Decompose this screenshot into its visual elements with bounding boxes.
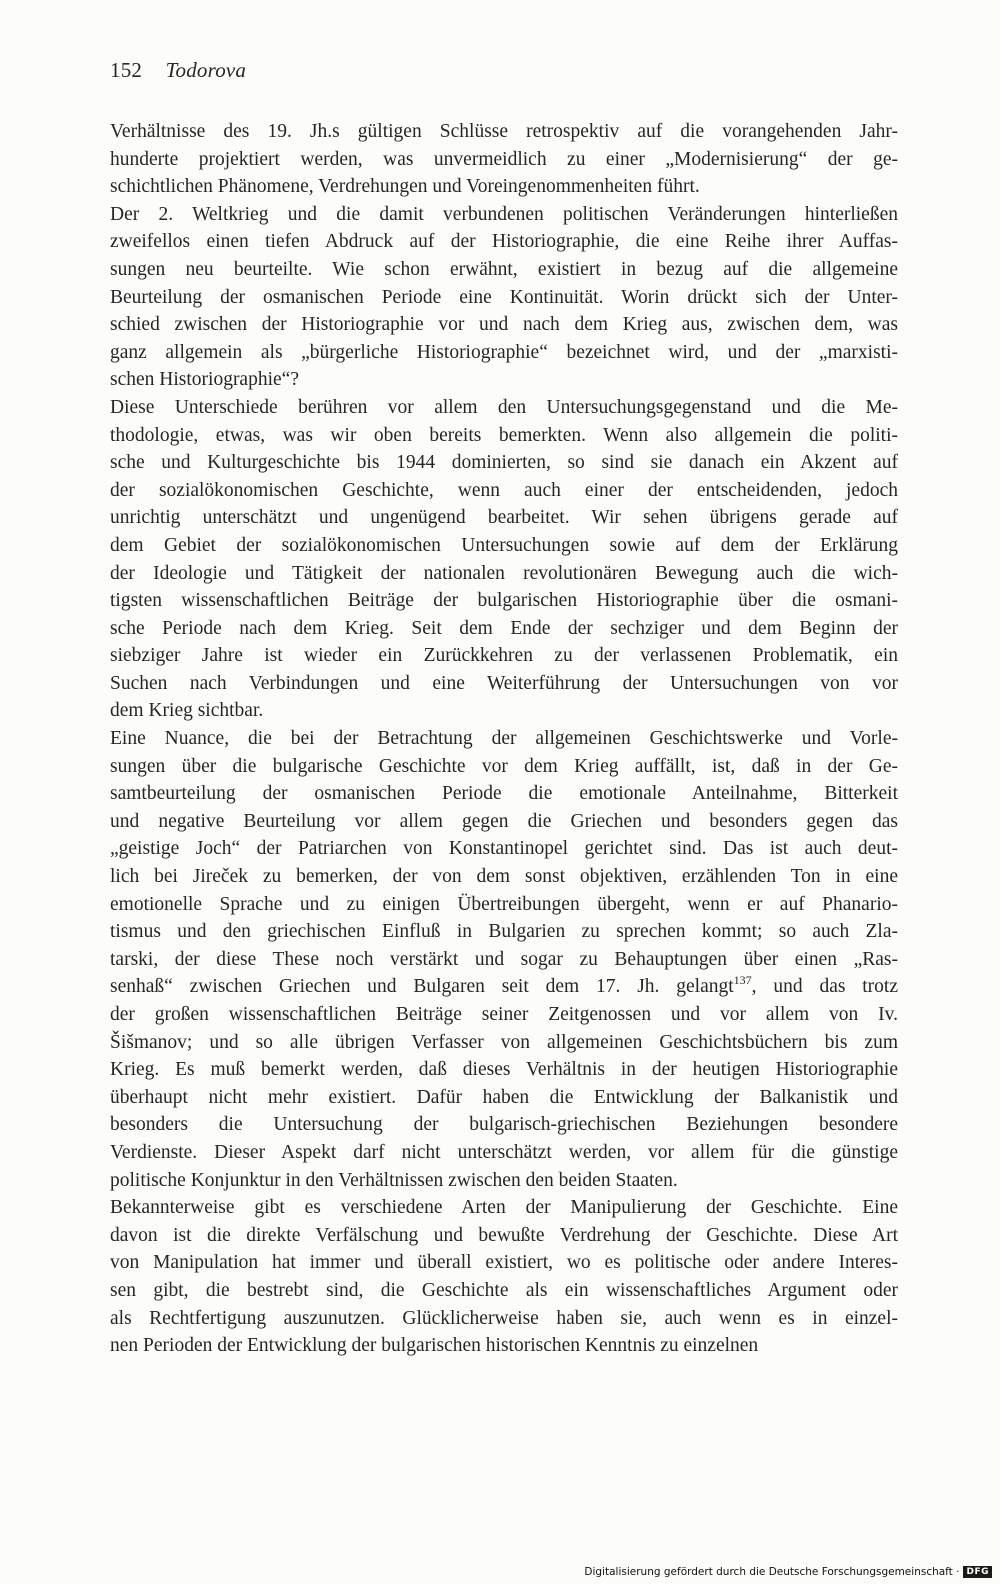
dfg-logo: DFG [963, 1566, 992, 1578]
text-line [110, 173, 898, 201]
text-line-content: Krieg. Es muß bemerkt werden, daß dieses Verhältnis in der heutigen Historiographie [110, 1059, 898, 1081]
digitization-credit [584, 1566, 992, 1578]
text-line-content: der großen wissenschaftlichen Beiträge seiner Zeitgenossen und vor allem von Iv. [110, 1004, 898, 1025]
text-line [110, 1305, 898, 1333]
text-line [110, 201, 898, 229]
text-line-content: sungen neu beurteilte. Wie schon erwähnt, existiert in bezug auf die allgemeine [110, 258, 898, 280]
text-line-content: samtbeurteilung der osmanischen Periode die emotionale Anteilnahme, Bitterkeit [110, 783, 898, 805]
text-line [110, 118, 898, 146]
text-line [110, 1139, 898, 1167]
text-line-content: nen Perioden der Entwicklung der bulgarischen historischen Kenntnis zu einzelnen [110, 1335, 759, 1357]
running-head-author: Todorova [165, 58, 247, 82]
text-line-content: sche und Kulturgeschichte bis 1944 dominierten, so sind sie danach ein Akzent auf [110, 452, 898, 474]
text-line [110, 311, 898, 339]
text-line [110, 1277, 898, 1305]
text-line [110, 1222, 898, 1250]
text-line [110, 1167, 898, 1195]
text-line-content: schichtlichen Phänomene, Verdrehungen und Voreingenommenheiten führt. [110, 176, 700, 198]
text-line-content: besonders die Untersuchung der bulgarisch-griechischen Beziehungen besondere [110, 1114, 898, 1136]
text-line [110, 1249, 898, 1277]
text-line [110, 863, 898, 891]
text-line-content: Verdienste. Dieser Aspekt darf nicht unterschätzt werden, vor allem für die günstige [110, 1141, 898, 1163]
text-line [110, 946, 898, 974]
credit-text: Digitalisierung gefördert durch die Deutsche Forschungsgemeinschaft · [584, 1566, 960, 1578]
text-line-content: Der 2. Weltkrieg und die damit verbundenen politischen Veränderungen hinterließen [110, 203, 898, 225]
text-line-content: schied zwischen der Historiographie vor und nach dem Krieg aus, zwischen dem, was [110, 314, 898, 336]
text-line-content: zweifellos einen tiefen Abdruck auf der Historiographie, die eine Reihe ihrer Auffas- [110, 231, 898, 253]
text-line [110, 366, 898, 394]
text-line [110, 587, 898, 615]
text-line [110, 1001, 898, 1029]
text-line [110, 477, 898, 505]
text-line [110, 835, 898, 863]
text-line [110, 449, 898, 477]
text-line [110, 1029, 898, 1057]
footnote-reference[interactable]: 137 [733, 973, 752, 988]
text-line-content: der Ideologie und Tätigkeit der nationalen revolutionären Bewegung auch die wich- [110, 562, 898, 584]
text-line [110, 504, 898, 532]
text-line-content: schen Historiographie“? [110, 369, 299, 391]
text-line [110, 1194, 898, 1222]
text-line-content: „geistige Joch“ der Patriarchen von Konstantinopel gerichtet sind. Das ist auch deut- [110, 838, 898, 860]
text-line [110, 339, 898, 367]
text-line-content: hunderte projektiert werden, was unvermeidlich zu einer „Modernisierung“ der ge- [110, 148, 898, 170]
body-text [110, 118, 898, 1360]
text-line-content: politische Konjunktur in den Verhältnissen zwischen den beiden Staaten. [110, 1169, 678, 1191]
text-line-content: Diese Unterschiede berühren vor allem den Untersuchungsgegenstand und die Me- [110, 396, 898, 418]
text-line-content: senhaß“ zwischen Griechen und Bulgaren seit dem 17. Jh. gelangt [110, 976, 734, 998]
text-line [110, 891, 898, 919]
text-line-content: siebziger Jahre ist wieder ein Zurückkehren zu der verlassenen Problematik, ein [110, 645, 898, 667]
text-line-content: Suchen nach Verbindungen und eine Weiterführung der Untersuchungen von vor [110, 672, 898, 694]
text-line-content: von Manipulation hat immer und überall existiert, wo es politische oder andere Interes- [110, 1252, 898, 1274]
text-line [110, 532, 898, 560]
text-line [110, 670, 898, 698]
text-line [110, 256, 898, 284]
text-line-content: tismus und den griechischen Einfluß in Bulgarien zu sprechen kommt; so auch Zla- [110, 921, 898, 943]
text-line-content: Beurteilung der osmanischen Periode eine Kontinuität. Worin drückt sich der Unter- [110, 286, 898, 308]
text-line [110, 918, 898, 946]
text-line-content: Eine Nuance, die bei der Betrachtung der allgemeinen Geschichtswerke und Vorle- [110, 728, 898, 750]
text-line-content: tarski, der diese These noch verstärkt und sogar zu Behauptungen über einen „Ras- [110, 948, 898, 970]
text-line-content: als Rechtfertigung auszunutzen. Glücklicherweise haben sie, auch wenn es in einzel- [110, 1307, 898, 1329]
page-number: 152 [110, 58, 143, 82]
text-line-content: unrichtig unterschätzt und ungenügend bearbeitet. Wir sehen übrigens gerade auf [110, 507, 898, 529]
text-line-content: Verhältnisse des 19. Jh.s gültigen Schlüsse retrospektiv auf die vorangehenden Jahr- [110, 121, 898, 142]
text-line-content: ganz allgemein als „bürgerliche Historiographie“ bezeichnet wird, und der „marxisti- [110, 341, 898, 363]
text-line [110, 725, 898, 753]
text-line [110, 753, 898, 781]
text-line-content: der sozialökonomischen Geschichte, wenn auch einer der entscheidenden, jedoch [110, 479, 898, 501]
text-line [110, 284, 898, 312]
text-line [110, 1111, 898, 1139]
text-line [110, 973, 898, 1001]
text-line-content: emotionelle Sprache und zu einigen Übertreibungen übergeht, wenn er auf Phanario- [110, 893, 898, 915]
text-line [110, 1084, 898, 1112]
text-line-content: thodologie, etwas, was wir oben bereits bemerkten. Wenn also allgemein die politi- [110, 424, 898, 446]
text-line-content: Šišmanov; und so alle übrigen Verfasser von allgemeinen Geschichtsbüchern bis zum [110, 1031, 898, 1053]
text-line-content: dem Gebiet der sozialökonomischen Untersuchungen sowie auf dem der Erklärung [110, 534, 898, 556]
text-line [110, 808, 898, 836]
text-line [110, 1056, 898, 1084]
text-line [110, 1332, 898, 1360]
text-line-continuation: , und das trotz [751, 976, 898, 998]
text-line [110, 642, 898, 670]
text-line-content: dem Krieg sichtbar. [110, 700, 264, 722]
text-line [110, 422, 898, 450]
running-head [110, 58, 246, 83]
text-line-content: und negative Beurteilung vor allem gegen die Griechen und besonders gegen das [110, 810, 898, 832]
text-line [110, 394, 898, 422]
text-line [110, 615, 898, 643]
text-line [110, 228, 898, 256]
text-line-content: tigsten wissenschaftlichen Beiträge der bulgarischen Historiographie über die osmani- [110, 590, 898, 612]
text-line-content: sungen über die bulgarische Geschichte vor dem Krieg auffällt, ist, daß in der Ge- [110, 755, 898, 777]
text-line-content: Bekannterweise gibt es verschiedene Arten der Manipulierung der Geschichte. Eine [110, 1197, 898, 1219]
text-line-content: sen gibt, die bestrebt sind, die Geschichte als ein wissenschaftliches Argument oder [110, 1279, 898, 1301]
text-line-content: davon ist die direkte Verfälschung und bewußte Verdrehung der Geschichte. Diese Art [110, 1224, 898, 1246]
text-line [110, 560, 898, 588]
text-line [110, 780, 898, 808]
text-line [110, 697, 898, 725]
text-line [110, 146, 898, 174]
text-line-content: sche Periode nach dem Krieg. Seit dem Ende der sechziger und dem Beginn der [110, 617, 898, 639]
text-line-content: überhaupt nicht mehr existiert. Dafür haben die Entwicklung der Balkanistik und [110, 1086, 898, 1108]
text-line-content: lich bei Jireček zu bemerken, der von dem sonst objektiven, erzählenden Ton in eine [110, 866, 898, 888]
